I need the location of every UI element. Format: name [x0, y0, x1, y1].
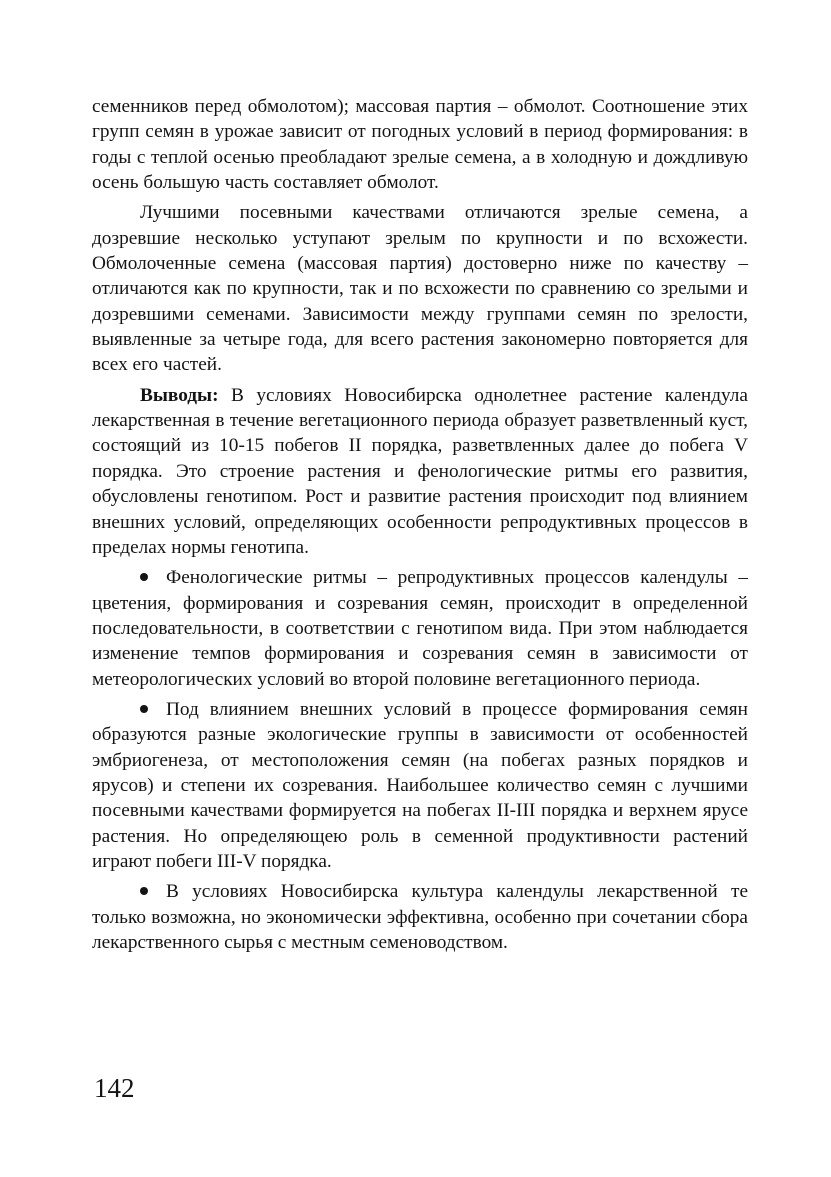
bullet-text: Под влиянием внешних условий в процессе формирования семян образуются разные экологические группы в зависимости от особенностей эмбриогенеза, от местоположения семян (на побегах разных порядков и ярусов) и степени их созревания. Наибольшее количество семян с лучшими посевными качествами формируется на побегах II-III порядка и верхнем ярусе растения. Но определяющею роль в семенной продуктивности растений играют побеги III-V порядка. [92, 698, 748, 872]
paragraph-continuation [92, 94, 748, 195]
paragraph-conclusions [92, 383, 748, 560]
paragraph-text: семенников перед обмолотом); массовая партия – обмолот. Соотношение этих групп семян в урожае зависит от погодных условий в период формирования: в годы с теплой осенью преобладают зрелые семена, а в холодную и дождливую осень большую часть составляет обмолот. [92, 96, 748, 194]
page-text-block [92, 94, 748, 960]
paragraph-seed-quality [92, 200, 748, 377]
bullet-icon [140, 565, 166, 590]
bullet-item-phenology [92, 565, 748, 692]
paragraph-text: В условиях Новосибирска однолетнее растение календула лекарственная в течение вегетационного периода образует разветвленный куст, состоящий из 10-15 побегов II порядка, разветвленных далее до побега V порядка. Это строение растения и фенологические ритмы его развития, обусловлены генотипом. Рост и развитие растения происходит под влиянием внешних условий, определяющих особенности репродуктивных процессов в пределах нормы генотипа. [92, 384, 748, 558]
bullet-icon [140, 879, 166, 904]
bullet-text: Фенологические ритмы – репродуктивных процессов календулы – цветения, формирования и созревания семян, происходит в определенной последовательности, в соответствии с генотипом вида. При этом наблюдается изменение темпов формирования и созревания семян в зависимости от метеорологических условий во второй половине вегетационного периода. [92, 567, 748, 690]
paragraph-text: Лучшими посевными качествами отличаются зрелые семена, а дозревшие несколько уступают зрелым по крупности и по всхожести. Обмолоченные семена (массовая партия) достоверно ниже по качеству – отличаются как по крупности, так и по всхожести по сравнению со зрелыми и дозревшими семенами. Зависимости между группами семян по зрелости, выявленные за четыре года, для всего растения закономерно повторяется для всех его частей. [92, 202, 748, 376]
bullet-text: В условиях Новосибирска культура календулы лекарственной те только возможна, но экономически эффективна, особенно при сочетании сбора лекарственного сырья с местным семеноводством. [92, 881, 748, 953]
conclusions-heading: Выводы: [140, 384, 219, 406]
bullet-icon [140, 697, 166, 722]
bullet-item-ecological-groups [92, 697, 748, 874]
page-number: 142 [94, 1073, 135, 1103]
bullet-item-novosibirsk-culture [92, 879, 748, 955]
